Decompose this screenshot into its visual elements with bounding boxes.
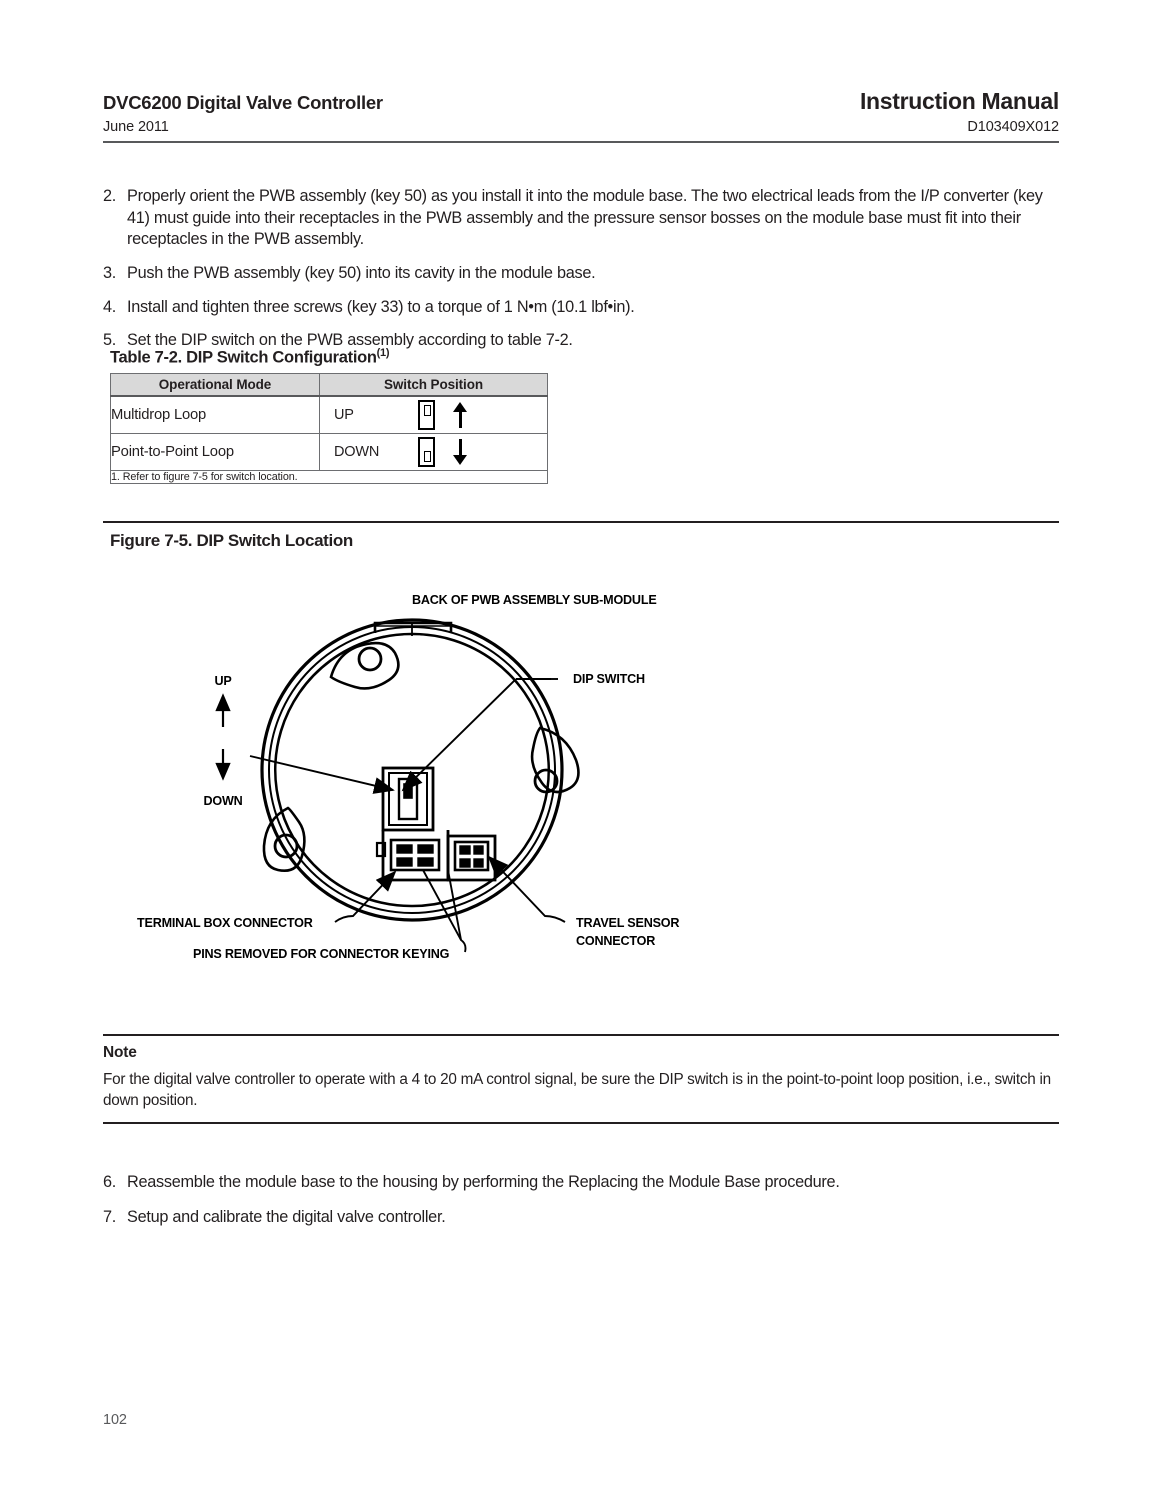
cell-operational-mode: Multidrop Loop: [111, 396, 320, 433]
up-down-indicator: [203, 674, 242, 808]
column-header-operational-mode: Operational Mode: [111, 373, 320, 396]
note-title: Note: [103, 1044, 137, 1061]
header-divider: [103, 141, 1059, 143]
dip-switch-slider-icon: [424, 451, 431, 462]
step-text: Setup and calibrate the digital valve controller.: [127, 1207, 446, 1226]
step-number: 7.: [103, 1207, 117, 1226]
note-top-divider: [103, 1034, 1059, 1036]
dip-switch-label: DIP SWITCH: [573, 672, 645, 686]
figure-caption: Figure 7-5. DIP Switch Location: [110, 531, 353, 550]
travel-sensor-connector-label-line2: CONNECTOR: [576, 934, 656, 948]
travel-sensor-connector-pins: [460, 846, 483, 867]
up-arrow-icon: [452, 402, 468, 428]
figure-title-label: BACK OF PWB ASSEMBLY SUB-MODULE: [412, 593, 657, 607]
table-caption-text: Table 7-2. DIP Switch Configuration: [110, 348, 377, 367]
list-item: [103, 297, 1059, 319]
cell-operational-mode: Point-to-Point Loop: [111, 433, 320, 470]
table-row: [111, 396, 548, 433]
dip-switch-housing-inner: [389, 773, 427, 825]
step-text: Install and tighten three screws (key 33) to a torque of 1 N•m (10.1 lbf•in).: [127, 297, 635, 316]
list-item: [103, 1172, 1059, 1194]
table-caption: [110, 347, 548, 368]
travel-sensor-connector-label-line1: TRAVEL SENSOR: [576, 916, 680, 930]
dip-switch-configuration-table-block: [110, 347, 548, 484]
table-caption-footnote-marker: (1): [376, 347, 390, 359]
page-number: 102: [103, 1412, 127, 1428]
step-number: 4.: [103, 297, 117, 316]
step-text: Properly orient the PWB assembly (key 50) as you install it into the module base. The two electrical leads from the I/P converter (key 41) must guide into their receptacles in the PWB assembly and the pressure sensor bosses on the module base must fit into their receptacles in the PWB assembly.: [127, 187, 1043, 249]
note-body: For the digital valve controller to operate with a 4 to 20 mA control signal, be sure the DIP switch is in the point-to-point loop position, i.e., switch in down position.: [103, 1071, 1051, 1110]
down-label: DOWN: [203, 794, 243, 808]
dip-switch-slider-icon: [424, 405, 431, 416]
table-footnote: 1. Refer to figure 7-5 for switch location.: [111, 470, 548, 483]
switch-position-label: DOWN: [334, 443, 380, 460]
switch-position-label: UP: [334, 406, 354, 423]
procedure-steps-list: [103, 186, 1059, 364]
mounting-hole-upper-left: [359, 648, 381, 670]
list-item: [103, 1207, 1059, 1229]
dip-switch-housing-outer: [383, 768, 433, 830]
dip-switch-icon: [418, 400, 435, 430]
manual-date: June 2011: [103, 119, 169, 135]
table-footnote-row: [111, 470, 548, 483]
table-header-row: [111, 373, 548, 396]
manual-product-title: DVC6200 Digital Valve Controller: [103, 92, 383, 113]
terminal-box-connector-label: TERMINAL BOX CONNECTOR: [137, 916, 313, 930]
column-header-switch-position: Switch Position: [320, 373, 548, 396]
step-number: 6.: [103, 1173, 117, 1191]
procedure-steps-list-continued: [103, 1172, 1059, 1241]
step-number: 2.: [103, 187, 117, 205]
up-down-leader: [250, 756, 393, 790]
step-text: Reassemble the module base to the housing by performing the Replacing the Module Base procedure.: [127, 1173, 840, 1191]
manual-document-id: D103409X012: [967, 119, 1059, 135]
cell-switch-position: [320, 396, 548, 433]
step-number: 3.: [103, 264, 117, 283]
up-label: UP: [214, 674, 232, 688]
list-item: [103, 263, 1059, 285]
terminal-box-connector-pins: [397, 845, 433, 866]
dip-switch-location-drawing: [103, 560, 1059, 990]
step-text: Set the DIP switch on the PWB assembly according to table 7-2.: [127, 331, 573, 350]
step-number: 5.: [103, 331, 117, 350]
pins-removed-label: PINS REMOVED FOR CONNECTOR KEYING: [193, 947, 450, 961]
dip-switch-icon: [418, 437, 435, 467]
step-text: Push the PWB assembly (key 50) into its cavity in the module base.: [127, 264, 596, 283]
figure-illustration: [103, 560, 1059, 990]
note-block: [103, 1044, 1059, 1111]
manual-type-title: Instruction Manual: [859, 88, 1059, 114]
figure-top-divider: [103, 521, 1059, 523]
page-header: [103, 88, 1059, 143]
list-item: [103, 186, 1059, 251]
note-bottom-divider: [103, 1122, 1059, 1124]
table-row: [111, 433, 548, 470]
dip-switch-table: [110, 373, 548, 484]
cell-switch-position: [320, 433, 548, 470]
down-arrow-icon: [452, 439, 468, 465]
